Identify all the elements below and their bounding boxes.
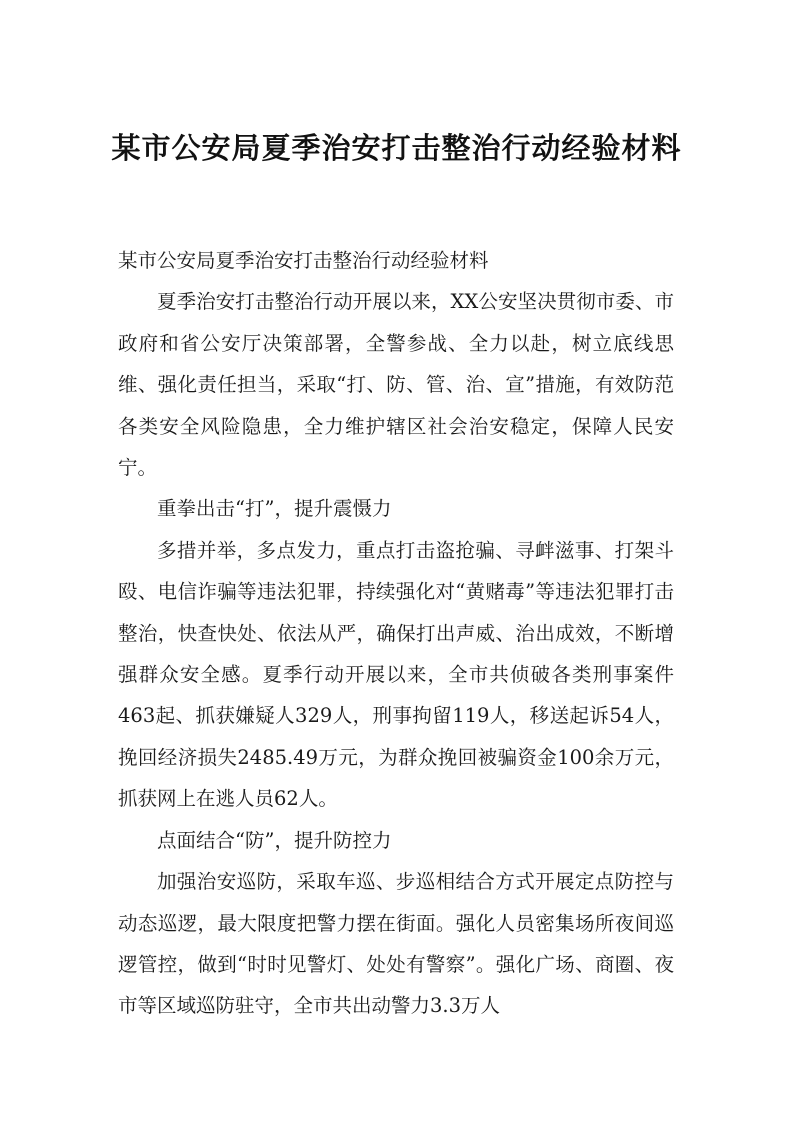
strike-paragraph: 多措并举，多点发力，重点打击盗抢骗、寻衅滋事、打架斗殴、电信诈骗等违法犯罪，持续强化对“黄赌毒”等违法犯罪打击整治，快查快处、依法从严，确保打出声威、治出成效，不断增强群众安全感。夏季行动开展以来，全市共侦破各类刑事案件463起、抓获嫌疑人329人，刑事拘留119人，移送起诉54人，挽回经济损失2485.49万元，为群众挽回被骗资金100余万元，抓获网上在逃人员62人。 [118,538,674,811]
intro-paragraph: 夏季治安打击整治行动开展以来，XX公安坚决贯彻市委、市政府和省公安厅决策部署，全警参战、全力以赴，树立底线思维、强化责任担当，采取“打、防、管、治、宣”措施，有效防范各类安全风险隐患，全力维护辖区社会治安稳定，保障人民安宁。 [118,290,674,480]
prevent-paragraph: 加强治安巡防，采取车巡、步巡相结合方式开展定点防控与动态巡逻，最大限度把警力摆在街面。强化人员密集场所夜间巡逻管控，做到“时时见警灯、处处有警察”。强化广场、商圈、夜市等区域巡防驻守，全市共出动警力3.3万人 [118,870,674,1018]
subtitle-line: 某市公安局夏季治安打击整治行动经验材料 [118,249,489,272]
section-heading-strike: 重拳出击“打”，提升震慑力 [157,497,392,521]
document-body [118,240,674,1027]
document-title: 某市公安局夏季治安打击整治行动经验材料 [111,131,682,165]
section-heading-prevent: 点面结合“防”，提升防控力 [157,828,392,852]
